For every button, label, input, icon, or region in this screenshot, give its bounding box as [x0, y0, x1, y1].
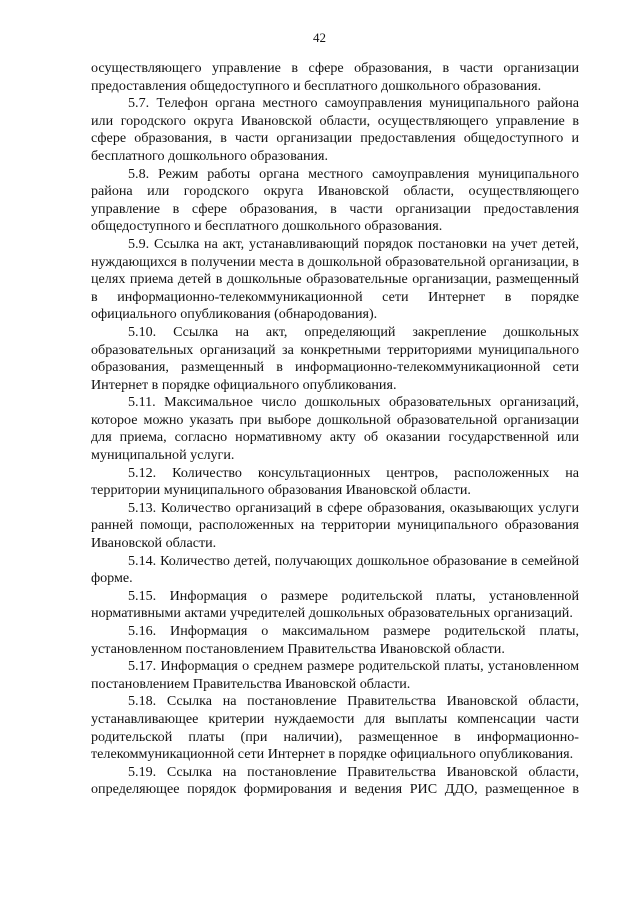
paragraph-5-14: 5.14. Количество детей, получающих дошкольное образование в семейной форме.	[91, 552, 579, 587]
paragraph-5-8: 5.8. Режим работы органа местного самоуправления муниципального района или городского округа Ивановской области, осуществляющего управление в сфере образования, в части организации предоставления общедоступного и бесплатного дошкольного образования.	[91, 165, 579, 235]
document-body	[91, 60, 579, 799]
paragraph-5-16: 5.16. Информация о максимальном размере родительской платы, установленном постановлением Правительства Ивановской области.	[91, 623, 579, 657]
paragraph-5-7: 5.7. Телефон органа местного самоуправления муниципального района или городского округа Ивановской области, осуществляющего управление в сфере образования, в части организации предоставления общедоступного и бесплатного дошкольного образования.	[91, 95, 579, 164]
paragraph-5-9: 5.9. Ссылка на акт, устанавливающий порядок постановки на учет детей, нуждающихся в получении места в дошкольной образовательной организации, в целях приема детей в дошкольные образовательные организации, размещенный в информационно-телекоммуникационной сети Интернет в порядке официального опубликования (обнародования).	[91, 235, 579, 323]
paragraph-5-10: 5.10. Ссылка на акт, определяющий закрепление дошкольных образовательных организаций за конкретными территориями муниципального образования, размещенный в информационно-телекоммуникационной сети Интернет в порядке официального опубликования.	[91, 323, 579, 393]
paragraph-5-17: 5.17. Информация о среднем размере родительской платы, установленном постановлением Правительства Ивановской области.	[91, 658, 579, 692]
paragraph-5-18: 5.18. Ссылка на постановление Правительства Ивановской области, устанавливающее критерии нуждаемости для выплаты компенсации части родительской платы (при наличии), размещенное в информационно-телекоммуникационной сети Интернет в порядке официального опубликования.	[91, 693, 579, 763]
paragraph-5-12: 5.12. Количество консультационных центров, расположенных на территории муниципального образования Ивановской области.	[91, 464, 579, 499]
page-number: 42	[313, 30, 326, 45]
paragraph-5-11: 5.11. Максимальное число дошкольных образовательных организаций, которое можно указать при выборе дошкольной образовательной организации для приема, согласно нормативному акту об оказании государственной или муниципальной услуги.	[91, 394, 579, 464]
paragraph-5-13: 5.13. Количество организаций в сфере образования, оказывающих услуги ранней помощи, расположенных на территории муниципального образования Ивановской области.	[91, 499, 579, 552]
paragraph-5-15: 5.15. Информация о размере родительской платы, установленной нормативными актами учредителей дошкольных образовательных организаций.	[91, 587, 579, 622]
paragraph-5-19: 5.19. Ссылка на постановление Правительства Ивановской области, определяющее порядок формирования и ведения РИС ДДО, размещенное в	[91, 763, 579, 798]
paragraph-continuation: осуществляющего управление в сфере образования, в части организации предоставления общедоступного и бесплатного дошкольного образования.	[91, 60, 579, 94]
